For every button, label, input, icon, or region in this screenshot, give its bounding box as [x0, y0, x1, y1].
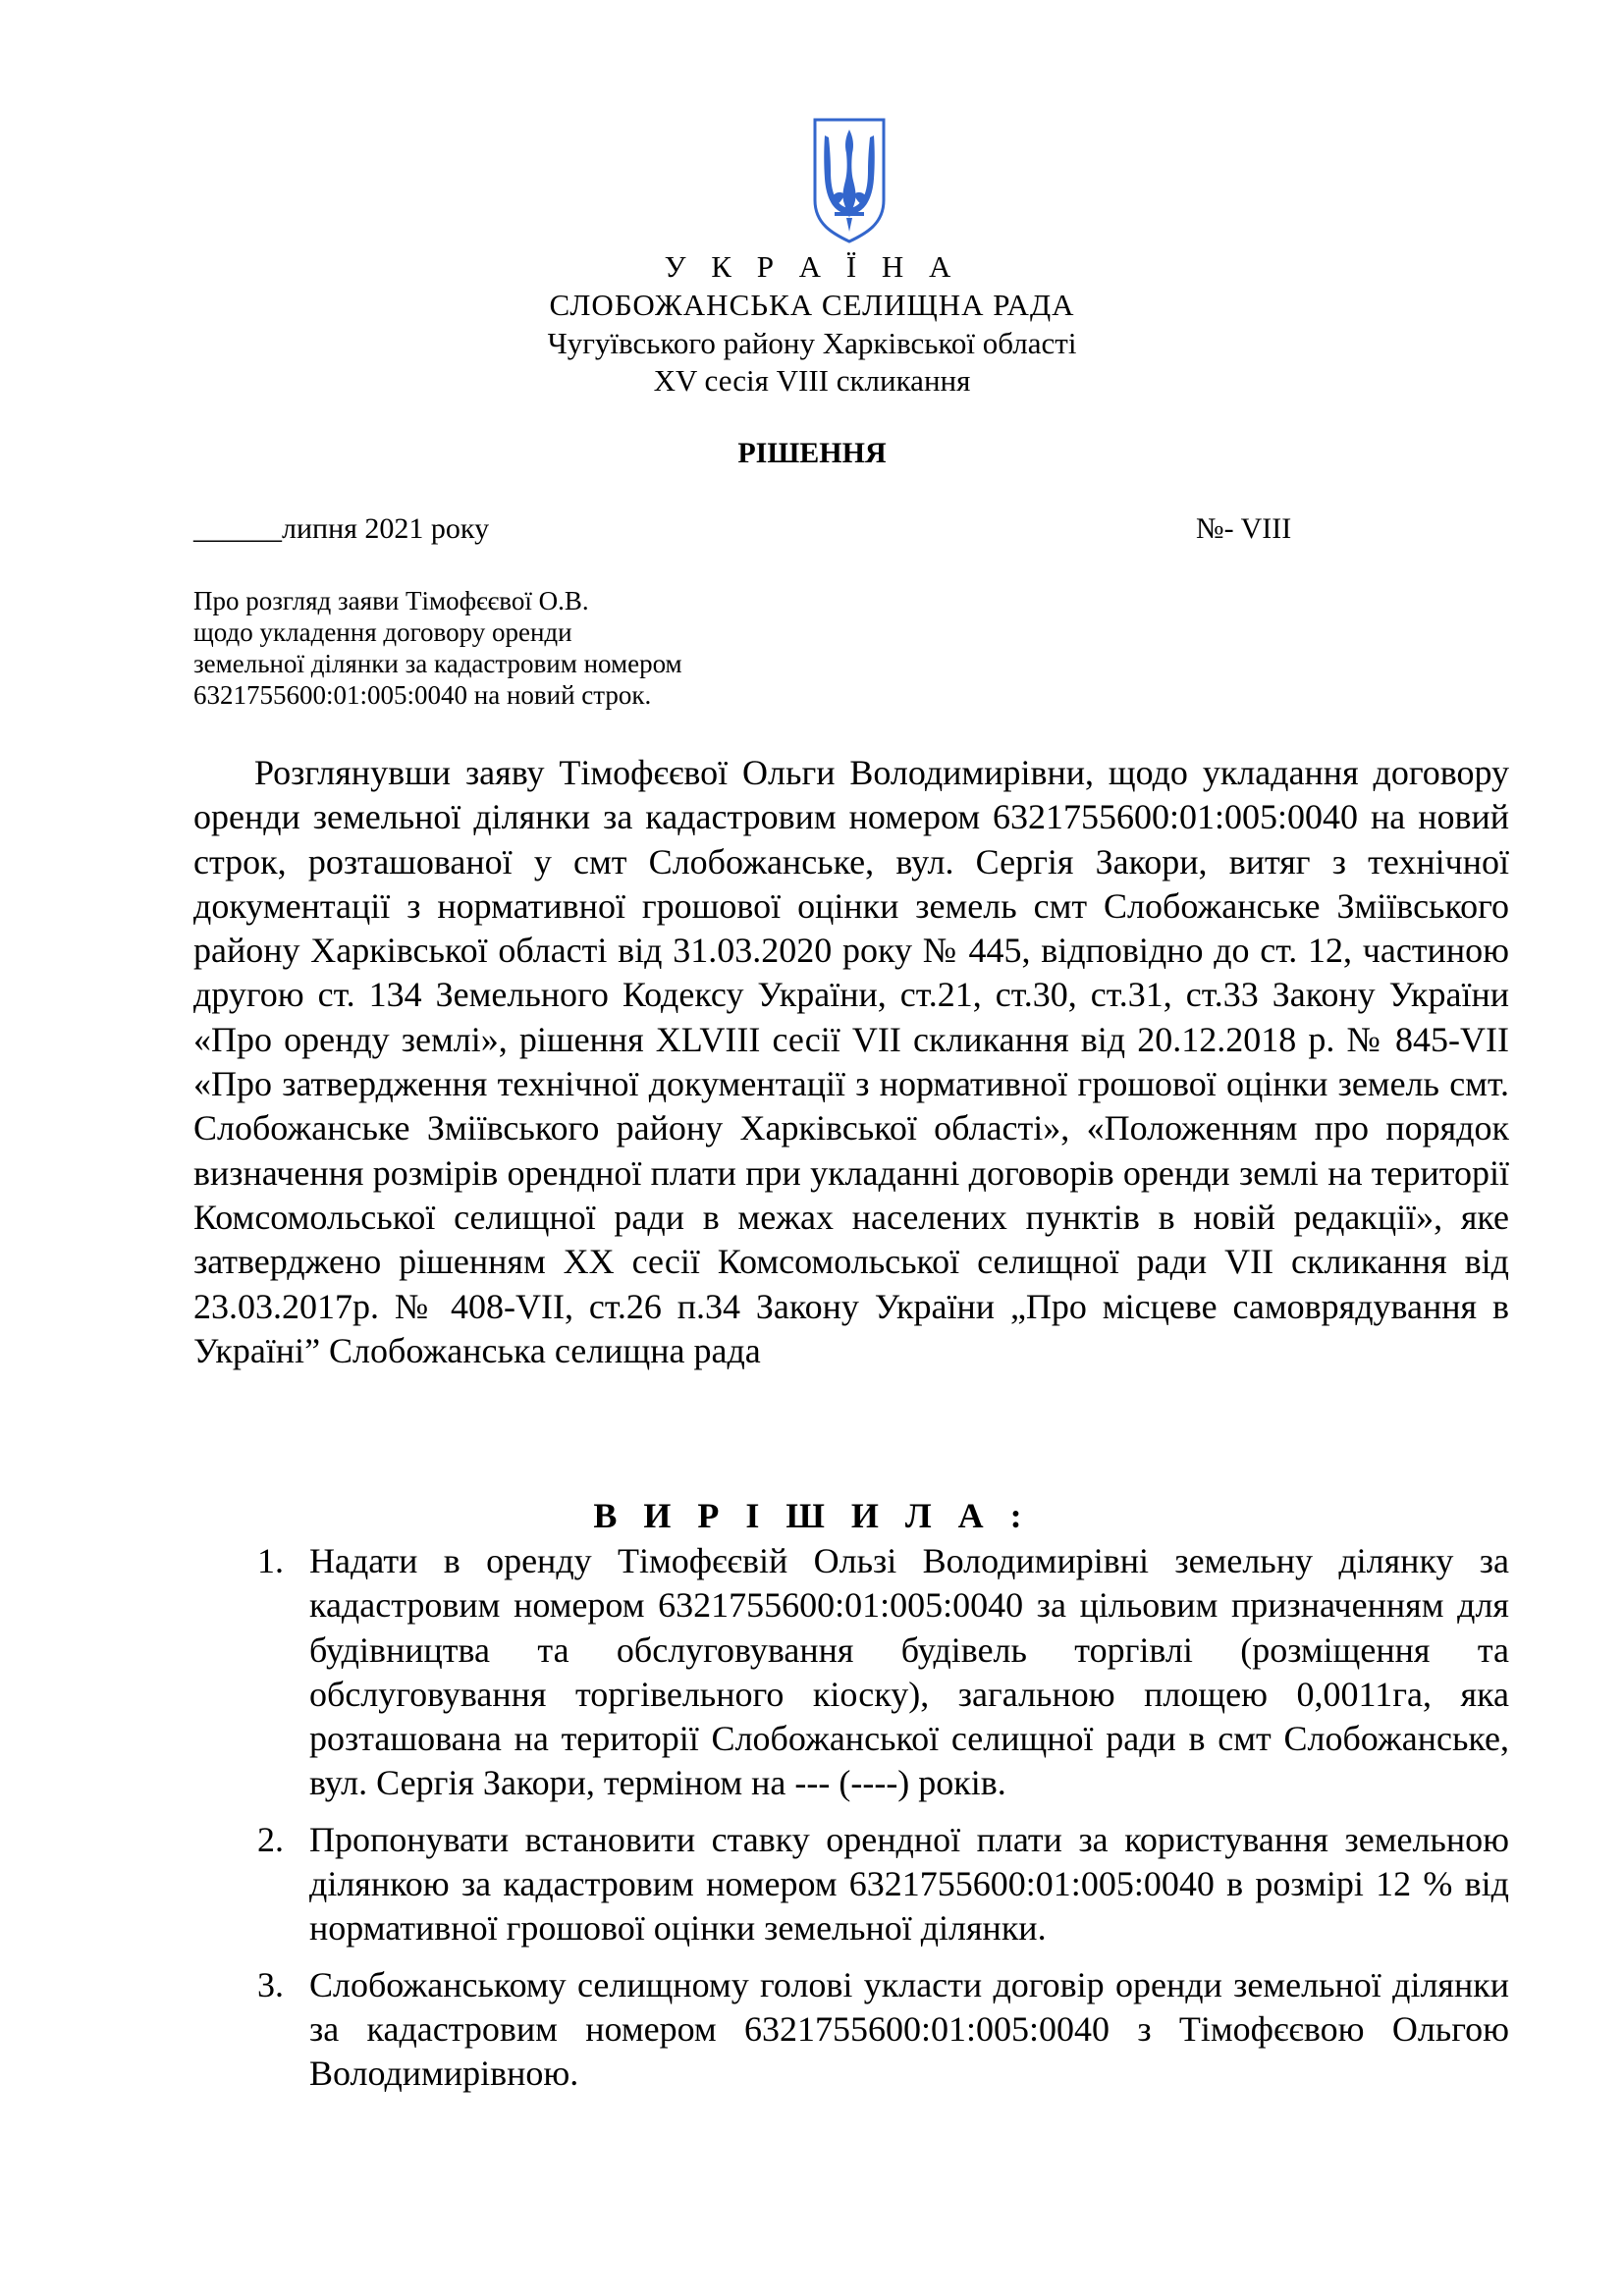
decision-item [193, 1539, 1509, 1806]
document-type-heading: РІШЕННЯ [737, 437, 887, 469]
decision-text: Пропонувати встановити ставку орендної плати за користування земельною ділянкою за кадастровим номером 6321755600:01:005:0040 в розмірі 12 % від нормативної грошової оцінки земельної ділянки. [309, 1819, 1509, 1949]
document-number: №- VIII [1196, 512, 1292, 545]
council-session: XV сесія VIII скликання [653, 363, 971, 398]
document-date: ______липня 2021 року [193, 512, 490, 545]
preamble-paragraph: Розглянувши заяву Тімофєєвої Ольги Володимирівни, щодо укладання договору оренди земельної ділянки за кадастровим номером 6321755600:01:005:0040 на новий строк, розташованої у смт Слобожанське, вул. Сергія Закори, витяг з технічної документації з нормативної грошової оцінки земель смт Слобожанське Зміївського району Харківської області від 31.03.2020 року № 445, відповідно до ст. 12, частиною другою ст. 134 Земельного Кодексу України, ст.21, ст.30, ст.31, ст.33 Закону України «Про оренду землі», рішення XLVIII сесії VII скликання від 20.12.2018 р. № 845-VII «Про затвердження технічної документації з нормативної грошової оцінки земель смт. Слобожанське Зміївського району Харківської області», «Положенням про порядок визначення розмірів орендної плати при укладанні договорів оренди землі на території Комсомольської селищної ради в межах населених пунктів в новій редакції», яке затверджено рішенням XX сесії Комсомольської селищної ради VII скликання від 23.03.2017р. № 408-VII, ст.26 п.34 Закону України „Про місцеве самоврядування в Україні” Слобожанська селищна рада [193, 753, 1509, 1370]
decision-list [193, 1539, 1509, 2109]
council-name: СЛОБОЖАНСЬКА СЕЛИЩНА РАДА [549, 288, 1075, 322]
subject-line: Про розгляд заяви Тімофєєвої О.В. [193, 586, 589, 615]
decision-number: 3. [257, 1964, 284, 2004]
subject-line: щодо укладення договору оренди [193, 617, 572, 647]
coat-of-arms-trident-icon [811, 116, 888, 243]
decision-text: Слобожанському селищному голові укласти договір оренди земельної ділянки за кадастровим номером 6321755600:01:005:0040 з Тімофєєвою Ольгою Володимирівною. [309, 1964, 1509, 2094]
subject-line: земельної ділянки за кадастровим номером [193, 649, 682, 678]
decision-item [193, 1963, 1509, 2097]
country-name: У К Р А Ї Н А [664, 249, 960, 284]
council-region: Чугуївського району Харківської області [547, 326, 1077, 360]
decision-number: 1. [257, 1541, 284, 1580]
decided-heading: В И Р І Ш И Л А : [593, 1496, 1031, 1535]
decision-number: 2. [257, 1819, 284, 1859]
document-subject [193, 585, 881, 711]
decision-text: Надати в оренду Тімофєєвій Ользі Володимирівні земельну ділянку за кадастровим номером 6321755600:01:005:0040 за цільовим призначенням для будівництва та обслуговування будівель торгівлі (розміщення та обслуговування торгівельного кіоску), загальною площею 0,0011га, яка розташована на території Слобожанської селищної ради в смт Слобожанське, вул. Сергія Закори, терміном на --- (----) років. [309, 1541, 1509, 1803]
subject-line: 6321755600:01:005:0040 на новий строк. [193, 680, 652, 710]
decision-item [193, 1818, 1509, 1951]
